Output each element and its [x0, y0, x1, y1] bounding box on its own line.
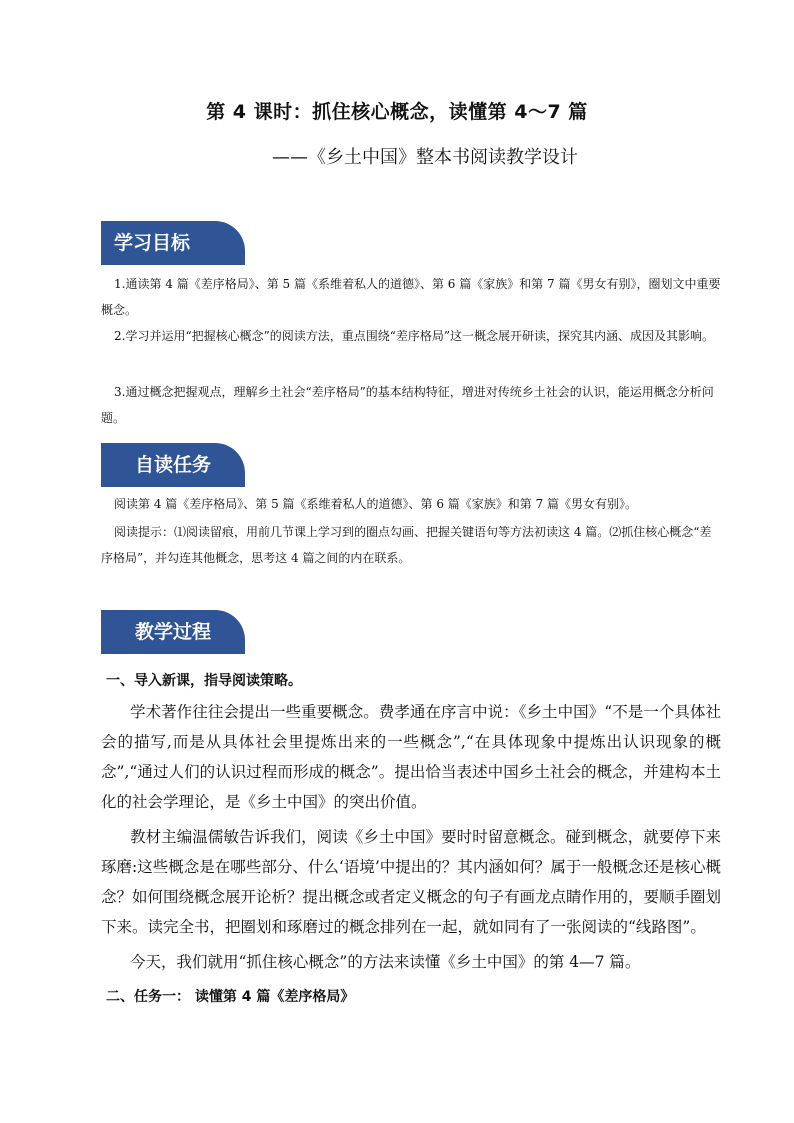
section-tab-label: 自读任务: [134, 454, 211, 476]
process-heading-1: 一、导入新课，指导阅读策略。: [106, 673, 302, 689]
section-tab-label: 教学过程: [134, 621, 211, 643]
process-paragraph-3: 今天，我们就用“抓住核心概念”的方法来读懂《乡土中国》的第 4—7 篇。: [130, 953, 641, 971]
section-tab-self-reading: [101, 443, 245, 487]
self-reading-item-1: 阅读第 4 篇《差序格局》、第 5 篇《系维着私人的道德》、第 6 篇《家族》和第 7 篇《男女有别》。: [114, 497, 638, 511]
process-heading-2: 二、任务一： 读懂第 4 篇《差序格局》: [106, 989, 355, 1005]
goal-item-2: 2.学习并运用“把握核心概念”的阅读方法，重点围绕“差序格局”这一概念展开研读，探究其内涵、成因及其影响。: [114, 329, 714, 343]
goal-item-3: 3.通过概念把握观点，理解乡土社会“差序格局”的基本结构特征，增进对传统乡土社会的认识，能运用概念分析问题。: [101, 385, 714, 425]
section-tab-process: [101, 610, 245, 654]
process-paragraph-2: 教材主编温儒敏告诉我们，阅读《乡土中国》要时时留意概念。碰到概念，就要停下来琢磨:这些概念是在哪些部分、什么‘语境’中提出的？其内涵如何？属于一般概念还是核心概念？如何围绕概念展开论析？提出概念或者定义概念的句子有画龙点睛作用的，要顺手圈划下来。读完全书，把圈划和琢磨过的概念排列在一起，就如同有了一张阅读的“线路图”。: [101, 828, 722, 936]
page-subtitle: ——《乡土中国》整本书阅读教学设计: [272, 147, 578, 168]
process-paragraph-1: 学术著作往往会提出一些重要概念。费孝通在序言中说：《乡土中国》“不是一个具体社会的描写,而是从具体社会里提炼出来的一些概念”,“在具体现象中提炼出认识现象的概念”,“通过人们的认识过程而形成的概念”。提出恰当表述中国乡土社会的概念，并建构本土化的社会学理论，是《乡土中国》的突出价值。: [101, 703, 721, 811]
page-title: 第 4 课时：抓住核心概念，读懂第 4～7 篇: [206, 101, 588, 123]
goal-item-1: 1.通读第 4 篇《差序格局》、第 5 篇《系维着私人的道德》、第 6 篇《家族》和第 7 篇《男女有别》，圈划文中重要概念。: [101, 277, 721, 317]
section-tab-goals: [101, 221, 245, 265]
self-reading-item-2: 阅读提示：⑴阅读留痕，用前几节课上学习到的圈点勾画、把握关键语句等方法初读这 4 篇。⑵抓住核心概念“差序格局”，并勾连其他概念，思考这 4 篇之间的内在联系。: [101, 525, 712, 565]
section-tab-label: 学习目标: [114, 232, 191, 254]
